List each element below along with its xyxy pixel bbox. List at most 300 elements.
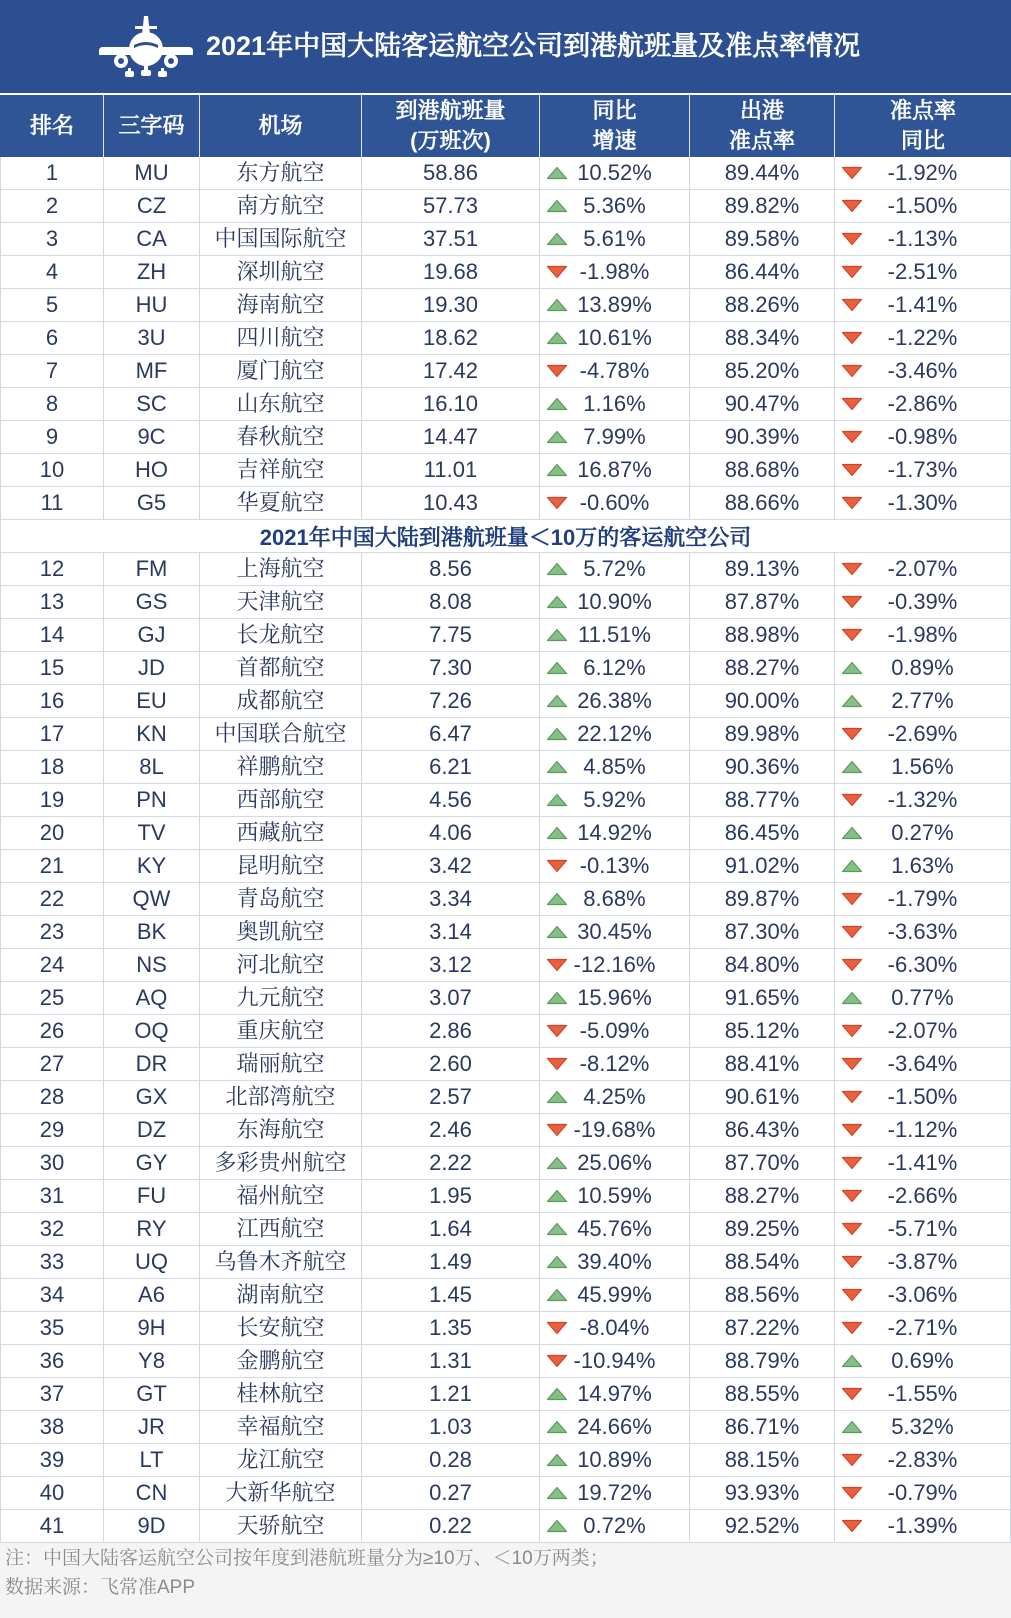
cell-ontime-change bbox=[835, 751, 1011, 783]
code-value: KY bbox=[136, 853, 167, 878]
code-value: DR bbox=[135, 1051, 168, 1076]
cell-ontime-change bbox=[835, 1147, 1011, 1179]
growth-value: 5.36% bbox=[583, 193, 646, 218]
cell-airline bbox=[200, 553, 362, 585]
table-row bbox=[0, 1246, 1011, 1279]
cell-rank bbox=[1, 817, 104, 849]
ontime-change-value: -1.41% bbox=[887, 1150, 958, 1175]
cell-volume bbox=[362, 1147, 540, 1179]
airline-value: 湖南航空 bbox=[236, 1282, 325, 1307]
airline-value: 天津航空 bbox=[236, 589, 325, 614]
cell-ontime bbox=[690, 883, 835, 915]
growth-value: -12.16% bbox=[573, 952, 656, 977]
growth-value: 10.89% bbox=[577, 1447, 652, 1472]
code-value: GT bbox=[136, 1381, 167, 1406]
cell-airline bbox=[200, 157, 362, 189]
ontime-change-value: 0.69% bbox=[891, 1348, 954, 1373]
cell-ontime-change bbox=[835, 817, 1011, 849]
ontime-change-value: -5.71% bbox=[887, 1216, 958, 1241]
airline-value: 福州航空 bbox=[236, 1183, 325, 1208]
ontime-value: 88.68% bbox=[724, 457, 800, 482]
volume-value: 7.75 bbox=[429, 622, 472, 647]
rank-value: 16 bbox=[39, 688, 65, 713]
airline-value: 中国联合航空 bbox=[214, 721, 347, 746]
ontime-value: 90.39% bbox=[724, 424, 800, 449]
cell-ontime-change bbox=[835, 223, 1011, 255]
rank-value: 9 bbox=[45, 424, 59, 449]
triangle-down-icon bbox=[841, 1519, 863, 1533]
growth-value: 5.61% bbox=[583, 226, 646, 251]
cell-volume bbox=[362, 982, 540, 1014]
cell-rank bbox=[1, 949, 104, 981]
ontime-change-value: -1.50% bbox=[887, 1084, 958, 1109]
cell-ontime bbox=[690, 685, 835, 717]
cell-growth bbox=[540, 1411, 690, 1443]
cell-airline bbox=[200, 487, 362, 519]
cell-rank bbox=[1, 751, 104, 783]
growth-value: 11.51% bbox=[578, 622, 651, 647]
airline-value: 长龙航空 bbox=[236, 622, 325, 647]
growth-value: 10.52% bbox=[577, 160, 652, 185]
table-row bbox=[0, 982, 1011, 1015]
rank-value: 38 bbox=[39, 1414, 65, 1439]
ontime-value: 88.15% bbox=[724, 1447, 800, 1472]
triangle-up-icon bbox=[546, 232, 568, 246]
table-row bbox=[0, 1279, 1011, 1312]
cell-airline bbox=[200, 223, 362, 255]
chart-title: 2021年中国大陆客运航空公司到港航班量及准点率情况 bbox=[206, 31, 861, 61]
cell-ontime-change bbox=[835, 421, 1011, 453]
rank-value: 14 bbox=[39, 622, 65, 647]
code-value: FM bbox=[135, 556, 168, 581]
small-airlines-group bbox=[0, 553, 1011, 1543]
triangle-up-icon bbox=[546, 199, 568, 213]
ontime-change-value: -3.64% bbox=[887, 1051, 958, 1076]
cell-ontime-change bbox=[835, 190, 1011, 222]
cell-growth bbox=[540, 1048, 690, 1080]
header-ontime-change-label-1: 准点率 bbox=[889, 98, 956, 123]
code-value: 9D bbox=[137, 1513, 166, 1538]
cell-volume bbox=[362, 1411, 540, 1443]
triangle-down-icon bbox=[841, 1222, 863, 1236]
growth-value: 24.66% bbox=[577, 1414, 652, 1439]
cell-rank bbox=[1, 223, 104, 255]
growth-value: 39.40% bbox=[577, 1249, 652, 1274]
volume-value: 3.12 bbox=[429, 952, 472, 977]
triangle-down-icon bbox=[841, 628, 863, 642]
cell-ontime bbox=[690, 223, 835, 255]
ontime-value: 89.25% bbox=[724, 1216, 800, 1241]
table-row bbox=[0, 1477, 1011, 1510]
rank-value: 35 bbox=[39, 1315, 65, 1340]
code-value: LT bbox=[139, 1447, 164, 1472]
ontime-change-value: -1.39% bbox=[887, 1513, 958, 1538]
triangle-down-icon bbox=[841, 595, 863, 609]
triangle-up-icon bbox=[546, 397, 568, 411]
code-value: HO bbox=[135, 457, 168, 482]
ontime-value: 91.02% bbox=[724, 853, 800, 878]
ontime-change-value: -1.30% bbox=[887, 490, 958, 515]
volume-value: 1.45 bbox=[429, 1282, 472, 1307]
cell-ontime-change bbox=[835, 1180, 1011, 1212]
rank-value: 36 bbox=[39, 1348, 65, 1373]
airline-value: 河北航空 bbox=[236, 952, 325, 977]
header-growth-label-1: 同比 bbox=[592, 98, 637, 123]
cell-rank bbox=[1, 1015, 104, 1047]
ontime-value: 89.58% bbox=[724, 226, 800, 251]
airline-value: 瑞丽航空 bbox=[236, 1051, 325, 1076]
volume-value: 3.14 bbox=[429, 919, 472, 944]
cell-volume bbox=[362, 850, 540, 882]
ontime-change-value: -2.83% bbox=[887, 1447, 958, 1472]
airline-value: 九元航空 bbox=[236, 985, 325, 1010]
cell-rank bbox=[1, 1246, 104, 1278]
triangle-down-icon bbox=[841, 1189, 863, 1203]
triangle-up-icon bbox=[546, 793, 568, 807]
airline-value: 多彩贵州航空 bbox=[214, 1150, 347, 1175]
airline-value: 首都航空 bbox=[236, 655, 325, 680]
growth-value: -0.13% bbox=[579, 853, 650, 878]
cell-ontime bbox=[690, 784, 835, 816]
code-value: FU bbox=[136, 1183, 167, 1208]
ontime-value: 86.45% bbox=[724, 820, 800, 845]
growth-value: 5.72% bbox=[583, 556, 646, 581]
triangle-down-icon bbox=[546, 364, 568, 378]
cell-ontime-change bbox=[835, 1411, 1011, 1443]
cell-airline bbox=[200, 784, 362, 816]
cell-volume bbox=[362, 1312, 540, 1344]
triangle-down-icon bbox=[841, 1090, 863, 1104]
table-header bbox=[0, 95, 1011, 157]
cell-code bbox=[104, 1411, 200, 1443]
triangle-up-icon bbox=[546, 661, 568, 675]
volume-value: 0.28 bbox=[429, 1447, 472, 1472]
triangle-up-icon bbox=[546, 925, 568, 939]
ontime-change-value: -0.79% bbox=[887, 1480, 958, 1505]
cell-code bbox=[104, 289, 200, 321]
volume-value: 1.21 bbox=[429, 1381, 472, 1406]
growth-value: 5.92% bbox=[583, 787, 646, 812]
code-value: JD bbox=[138, 655, 165, 680]
rank-value: 6 bbox=[45, 325, 59, 350]
code-value: CN bbox=[135, 1480, 168, 1505]
ontime-change-value: -3.87% bbox=[887, 1249, 958, 1274]
cell-airline bbox=[200, 652, 362, 684]
rank-value: 29 bbox=[39, 1117, 65, 1142]
cell-growth bbox=[540, 256, 690, 288]
volume-value: 7.30 bbox=[429, 655, 472, 680]
cell-ontime-change bbox=[835, 619, 1011, 651]
rank-value: 22 bbox=[39, 886, 65, 911]
cell-airline bbox=[200, 1246, 362, 1278]
cell-volume bbox=[362, 916, 540, 948]
cell-ontime-change bbox=[835, 916, 1011, 948]
code-value: BK bbox=[136, 919, 167, 944]
airline-value: 祥鹏航空 bbox=[236, 754, 325, 779]
table-row bbox=[0, 586, 1011, 619]
triangle-down-icon bbox=[841, 1156, 863, 1170]
cell-code bbox=[104, 454, 200, 486]
cell-volume bbox=[362, 1510, 540, 1542]
airline-value: 华夏航空 bbox=[236, 490, 325, 515]
header-growth-label-2: 增速 bbox=[592, 128, 637, 153]
triangle-down-icon bbox=[841, 562, 863, 576]
rank-value: 18 bbox=[39, 754, 65, 779]
cell-ontime bbox=[690, 1246, 835, 1278]
triangle-up-icon bbox=[546, 1090, 568, 1104]
cell-code bbox=[104, 1081, 200, 1113]
cell-rank bbox=[1, 388, 104, 420]
cell-code bbox=[104, 883, 200, 915]
triangle-down-icon bbox=[546, 1354, 568, 1368]
cell-volume bbox=[362, 256, 540, 288]
cell-code bbox=[104, 1180, 200, 1212]
ontime-value: 85.12% bbox=[724, 1018, 800, 1043]
ontime-value: 88.66% bbox=[724, 490, 800, 515]
triangle-down-icon bbox=[841, 430, 863, 444]
cell-ontime bbox=[690, 355, 835, 387]
volume-value: 6.47 bbox=[429, 721, 472, 746]
rank-value: 2 bbox=[45, 193, 59, 218]
ontime-change-value: -2.07% bbox=[887, 1018, 958, 1043]
ontime-value: 85.20% bbox=[724, 358, 800, 383]
code-value: GJ bbox=[137, 622, 166, 647]
table-row bbox=[0, 652, 1011, 685]
rank-value: 40 bbox=[39, 1480, 65, 1505]
cell-code bbox=[104, 718, 200, 750]
triangle-down-icon bbox=[841, 727, 863, 741]
triangle-up-icon bbox=[841, 859, 863, 873]
growth-value: 10.90% bbox=[577, 589, 652, 614]
volume-value: 3.07 bbox=[429, 985, 472, 1010]
table-row bbox=[0, 223, 1011, 256]
table-row bbox=[0, 157, 1011, 190]
rank-value: 32 bbox=[39, 1216, 65, 1241]
header-volume-unit: (万班次) bbox=[410, 128, 491, 153]
cell-ontime bbox=[690, 1378, 835, 1410]
ranking-table bbox=[0, 95, 1011, 1543]
cell-ontime bbox=[690, 619, 835, 651]
table-row bbox=[0, 289, 1011, 322]
triangle-up-icon bbox=[546, 331, 568, 345]
airplane-icon bbox=[98, 15, 194, 77]
cell-volume bbox=[362, 685, 540, 717]
cell-code bbox=[104, 1114, 200, 1146]
cell-airline bbox=[200, 355, 362, 387]
table-row bbox=[0, 553, 1011, 586]
ontime-change-value: -3.06% bbox=[887, 1282, 958, 1307]
table-row bbox=[0, 1345, 1011, 1378]
triangle-up-icon bbox=[546, 1189, 568, 1203]
triangle-up-icon bbox=[546, 430, 568, 444]
cell-growth bbox=[540, 1477, 690, 1509]
cell-volume bbox=[362, 1444, 540, 1476]
triangle-down-icon bbox=[546, 265, 568, 279]
code-value: GY bbox=[135, 1150, 168, 1175]
growth-value: 16.87% bbox=[577, 457, 652, 482]
rank-value: 37 bbox=[39, 1381, 65, 1406]
cell-ontime bbox=[690, 1015, 835, 1047]
cell-rank bbox=[1, 1180, 104, 1212]
code-value: CA bbox=[136, 226, 167, 251]
growth-value: 10.59% bbox=[577, 1183, 652, 1208]
rank-value: 39 bbox=[39, 1447, 65, 1472]
rank-value: 25 bbox=[39, 985, 65, 1010]
cell-ontime-change bbox=[835, 289, 1011, 321]
volume-value: 10.43 bbox=[422, 490, 479, 515]
ontime-change-value: 0.89% bbox=[891, 655, 954, 680]
cell-volume bbox=[362, 718, 540, 750]
triangle-down-icon bbox=[546, 859, 568, 873]
code-value: Y8 bbox=[138, 1348, 165, 1373]
cell-ontime bbox=[690, 1345, 835, 1377]
header-growth bbox=[540, 95, 690, 157]
triangle-up-icon bbox=[546, 166, 568, 180]
triangle-up-icon bbox=[546, 1222, 568, 1236]
ontime-value: 88.77% bbox=[724, 787, 800, 812]
ontime-value: 87.30% bbox=[724, 919, 800, 944]
cell-ontime bbox=[690, 553, 835, 585]
ontime-change-value: -2.86% bbox=[887, 391, 958, 416]
cell-airline bbox=[200, 322, 362, 354]
volume-value: 19.68 bbox=[422, 259, 479, 284]
cell-ontime-change bbox=[835, 487, 1011, 519]
code-value: MF bbox=[135, 358, 168, 383]
airline-value: 中国国际航空 bbox=[214, 226, 347, 251]
cell-code bbox=[104, 256, 200, 288]
cell-growth bbox=[540, 949, 690, 981]
cell-code bbox=[104, 817, 200, 849]
growth-value: 13.89% bbox=[577, 292, 652, 317]
cell-airline bbox=[200, 1147, 362, 1179]
volume-value: 3.42 bbox=[429, 853, 472, 878]
cell-code bbox=[104, 1213, 200, 1245]
airline-value: 青岛航空 bbox=[236, 886, 325, 911]
cell-growth bbox=[540, 1180, 690, 1212]
triangle-down-icon bbox=[841, 1288, 863, 1302]
triangle-down-icon bbox=[841, 166, 863, 180]
cell-airline bbox=[200, 1477, 362, 1509]
table-row bbox=[0, 1378, 1011, 1411]
rank-value: 24 bbox=[39, 952, 65, 977]
cell-rank bbox=[1, 157, 104, 189]
ontime-change-value: 5.32% bbox=[891, 1414, 954, 1439]
rank-value: 19 bbox=[39, 787, 65, 812]
cell-code bbox=[104, 388, 200, 420]
cell-ontime bbox=[690, 949, 835, 981]
cell-rank bbox=[1, 1147, 104, 1179]
cell-code bbox=[104, 1246, 200, 1278]
volume-value: 2.46 bbox=[429, 1117, 472, 1142]
cell-code bbox=[104, 982, 200, 1014]
triangle-up-icon bbox=[841, 826, 863, 840]
cell-volume bbox=[362, 421, 540, 453]
cell-code bbox=[104, 157, 200, 189]
ontime-change-value: -1.98% bbox=[887, 622, 958, 647]
cell-rank bbox=[1, 685, 104, 717]
ontime-value: 88.34% bbox=[724, 325, 800, 350]
header-ontime-label-1: 出港 bbox=[739, 98, 784, 123]
cell-airline bbox=[200, 1279, 362, 1311]
cell-airline bbox=[200, 1510, 362, 1542]
cell-growth bbox=[540, 751, 690, 783]
airline-value: 西藏航空 bbox=[236, 820, 325, 845]
table-row bbox=[0, 454, 1011, 487]
code-value: PN bbox=[136, 787, 167, 812]
cell-ontime bbox=[690, 916, 835, 948]
table-row bbox=[0, 421, 1011, 454]
table-row bbox=[0, 784, 1011, 817]
group-subtitle-row bbox=[0, 520, 1011, 553]
rank-value: 13 bbox=[39, 589, 65, 614]
growth-value: 4.85% bbox=[583, 754, 646, 779]
triangle-down-icon bbox=[841, 1057, 863, 1071]
cell-growth bbox=[540, 289, 690, 321]
cell-ontime bbox=[690, 388, 835, 420]
cell-ontime bbox=[690, 1312, 835, 1344]
cell-ontime-change bbox=[835, 355, 1011, 387]
volume-value: 7.26 bbox=[429, 688, 472, 713]
rank-value: 15 bbox=[39, 655, 65, 680]
airline-value: 重庆航空 bbox=[236, 1018, 325, 1043]
table-row bbox=[0, 1312, 1011, 1345]
growth-value: 0.72% bbox=[583, 1513, 646, 1538]
triangle-down-icon bbox=[546, 1024, 568, 1038]
triangle-up-icon bbox=[546, 628, 568, 642]
header-airline-label: 机场 bbox=[258, 113, 303, 138]
cell-growth bbox=[540, 1081, 690, 1113]
cell-rank bbox=[1, 1114, 104, 1146]
volume-value: 57.73 bbox=[422, 193, 479, 218]
airline-value: 天骄航空 bbox=[236, 1513, 325, 1538]
airline-value: 幸福航空 bbox=[236, 1414, 325, 1439]
cell-volume bbox=[362, 652, 540, 684]
cell-growth bbox=[540, 454, 690, 486]
ontime-change-value: 0.27% bbox=[891, 820, 954, 845]
growth-value: 22.12% bbox=[577, 721, 652, 746]
volume-value: 14.47 bbox=[422, 424, 479, 449]
cell-growth bbox=[540, 1279, 690, 1311]
volume-value: 1.64 bbox=[429, 1216, 472, 1241]
growth-value: 15.96% bbox=[577, 985, 652, 1010]
cell-airline bbox=[200, 1411, 362, 1443]
cell-ontime-change bbox=[835, 784, 1011, 816]
cell-code bbox=[104, 223, 200, 255]
table-row bbox=[0, 1444, 1011, 1477]
growth-value: 8.68% bbox=[583, 886, 646, 911]
top-airlines-group bbox=[0, 157, 1011, 520]
triangle-up-icon bbox=[546, 1519, 568, 1533]
ontime-change-value: -1.79% bbox=[887, 886, 958, 911]
airline-value: 大新华航空 bbox=[225, 1480, 336, 1505]
growth-value: -19.68% bbox=[573, 1117, 656, 1142]
ontime-value: 88.56% bbox=[724, 1282, 800, 1307]
table-row bbox=[0, 1180, 1011, 1213]
code-value: RY bbox=[136, 1216, 167, 1241]
cell-ontime bbox=[690, 850, 835, 882]
cell-airline bbox=[200, 1048, 362, 1080]
cell-growth bbox=[540, 784, 690, 816]
cell-rank bbox=[1, 784, 104, 816]
rank-value: 31 bbox=[39, 1183, 65, 1208]
code-value: OQ bbox=[134, 1018, 169, 1043]
cell-rank bbox=[1, 454, 104, 486]
triangle-down-icon bbox=[841, 1453, 863, 1467]
table-row bbox=[0, 388, 1011, 421]
header-volume bbox=[362, 95, 540, 157]
ontime-change-value: -1.73% bbox=[887, 457, 958, 482]
volume-value: 11.01 bbox=[423, 457, 478, 482]
